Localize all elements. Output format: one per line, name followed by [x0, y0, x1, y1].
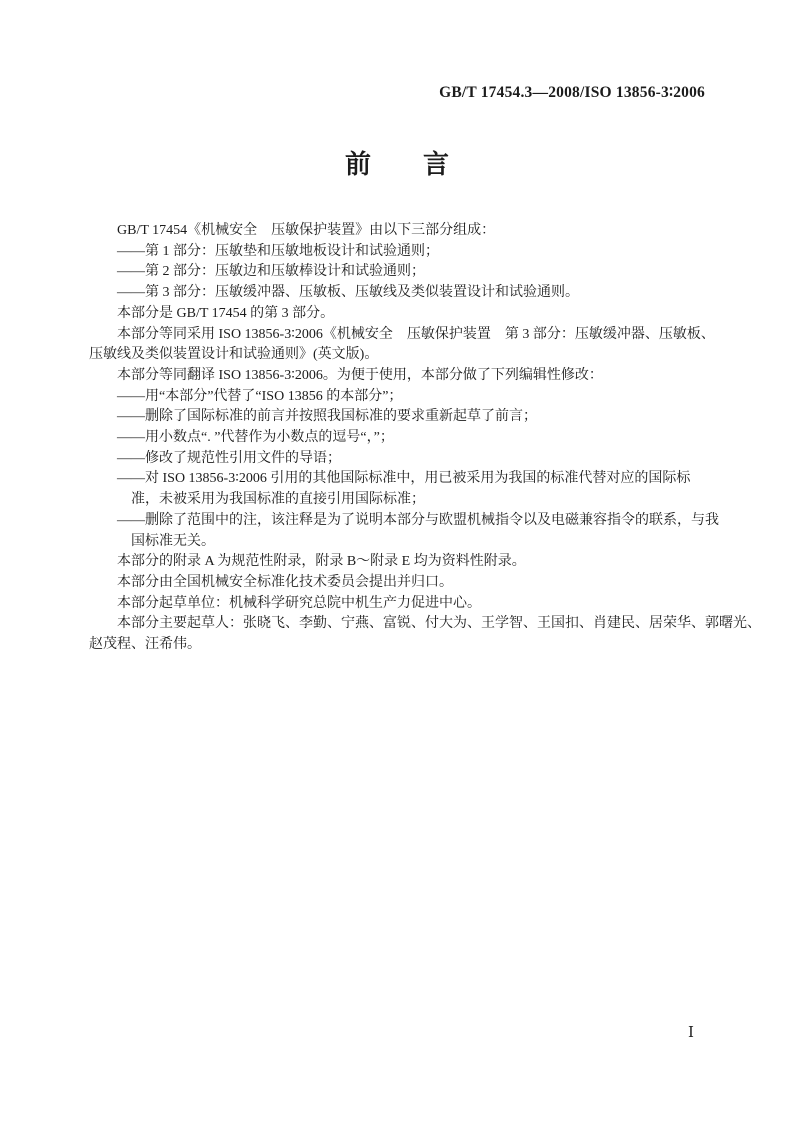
foreword-line: 本部分的附录 A 为规范性附录，附录 B～附录 E 均为资料性附录。 [117, 554, 526, 570]
foreword-line: 准，未被采用为我国标准的直接引用国际标准； [131, 492, 425, 508]
foreword-line: ——第 2 部分：压敏边和压敏棒设计和试验通则； [117, 264, 425, 280]
foreword-line: 国标准无关。 [131, 533, 215, 549]
foreword-line: 本部分主要起草人：张晓飞、李勤、宁燕、富锐、付大为、王学智、王国扣、肖建民、居荣华、郭曙光、 [117, 616, 761, 632]
foreword-line: ——用“本部分”代替了“ISO 13856 的本部分”； [117, 388, 403, 404]
page-title: 前 言 [344, 149, 449, 179]
foreword-line: 本部分等同翻译 ISO 13856-3∶2006。为便于使用，本部分做了下列编辑性修改： [117, 367, 603, 383]
foreword-line: ——修改了规范性引用文件的导语； [117, 450, 341, 466]
foreword-line: 压敏线及类似装置设计和试验通则》(英文版)。 [89, 347, 379, 363]
foreword-line: 赵茂程、汪希伟。 [89, 637, 201, 653]
foreword-body [89, 221, 761, 656]
foreword-line: 本部分等同采用 ISO 13856-3∶2006《机械安全 压敏保护装置 第 3 部分：压敏缓冲器、压敏板、 [117, 326, 715, 342]
foreword-line: GB/T 17454《机械安全 压敏保护装置》由以下三部分组成： [117, 223, 496, 238]
foreword-line: 本部分由全国机械安全标准化技术委员会提出并归口。 [117, 574, 453, 590]
standard-number: GB/T 17454.3—2008/ISO 13856-3∶2006 [439, 84, 705, 101]
foreword-line: ——用小数点“. ”代替作为小数点的逗号“，”； [117, 430, 394, 446]
foreword-line: ——删除了国际标准的前言并按照我国标准的要求重新起草了前言； [117, 409, 537, 425]
foreword-line: ——对 ISO 13856-3∶2006 引用的其他国际标准中，用已被采用为我国的标准代替对应的国际标 [117, 471, 691, 487]
foreword-line: ——删除了范围中的注，该注释是为了说明本部分与欧盟机械指令以及电磁兼容指令的联系，与我 [117, 512, 719, 528]
foreword-line: ——第 1 部分：压敏垫和压敏地板设计和试验通则； [117, 243, 439, 259]
page-number: Ⅰ [688, 1025, 694, 1041]
foreword-line: 本部分是 GB/T 17454 的第 3 部分。 [117, 305, 335, 321]
foreword-line: 本部分起草单位：机械科学研究总院中机生产力促进中心。 [117, 595, 481, 611]
foreword-line: ——第 3 部分：压敏缓冲器、压敏板、压敏线及类似装置设计和试验通则。 [117, 285, 579, 301]
